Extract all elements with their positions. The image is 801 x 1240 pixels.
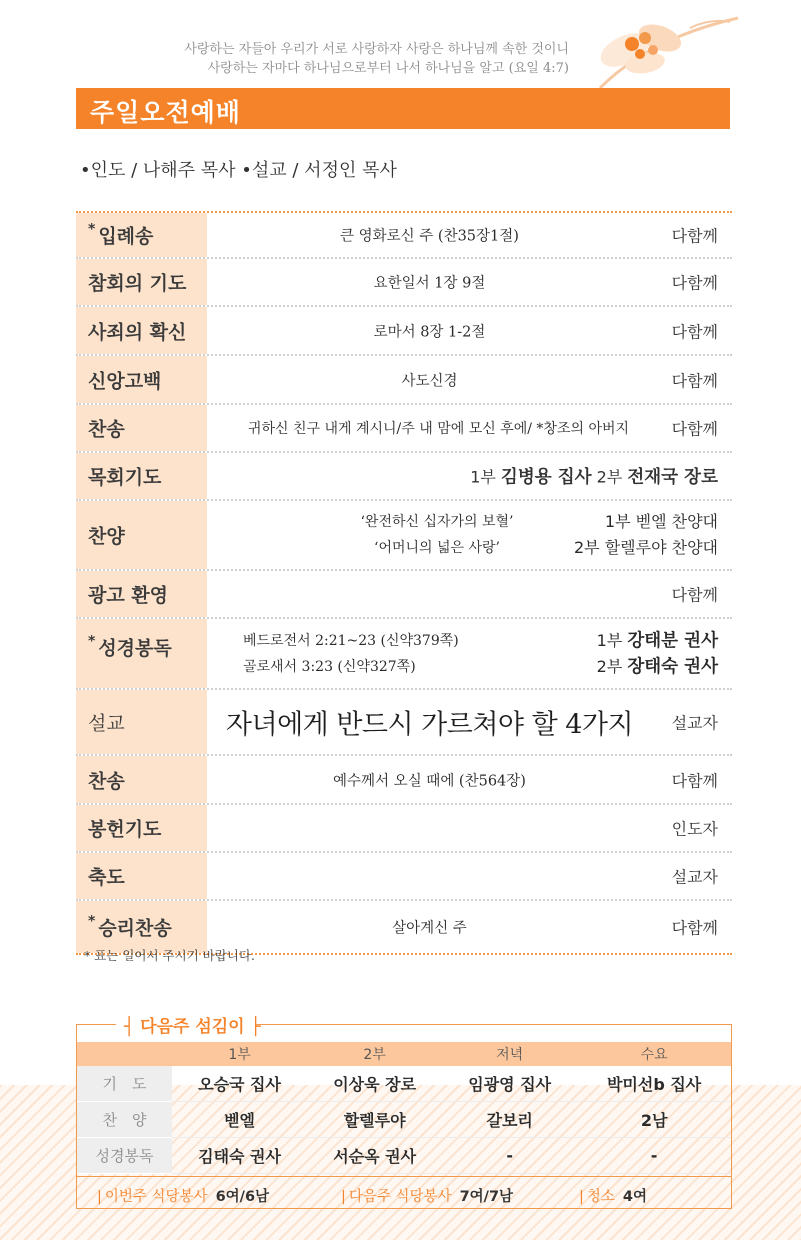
order-row xyxy=(76,805,732,853)
scripture-readers: 1부 강태분 권사 2부 장태숙 권사 xyxy=(596,630,718,677)
order-participant: 설교자 xyxy=(671,713,718,733)
order-label xyxy=(76,453,207,499)
order-participant: 다함께 xyxy=(671,322,718,341)
column-header: 2부 xyxy=(307,1042,442,1066)
table-cell: 서순옥 권사 xyxy=(307,1138,442,1174)
table-cell: 2남 xyxy=(577,1102,731,1138)
flower-decoration-icon xyxy=(590,8,740,92)
table-row xyxy=(77,1138,731,1174)
order-label-text: 설교 xyxy=(88,712,125,735)
column-header xyxy=(77,1042,172,1066)
order-of-worship xyxy=(76,211,732,955)
order-label-text: 사죄의 확신 xyxy=(88,321,187,343)
meal-service-bar xyxy=(77,1176,731,1209)
order-row xyxy=(76,619,732,690)
order-label-text: 참회의 기도 xyxy=(88,272,187,295)
order-row xyxy=(76,213,732,259)
servers-header-row xyxy=(77,1042,731,1066)
table-cell: 임광영 집사 xyxy=(442,1066,577,1102)
order-label-text: 찬양 xyxy=(88,525,125,548)
order-participant: 다함께 xyxy=(671,273,718,293)
order-label-text: 입례송 xyxy=(98,225,154,248)
meal-service-this-week: | 이번주 식당봉사 6여/6남 xyxy=(97,1189,270,1205)
table-row xyxy=(77,1102,731,1138)
order-label-text: 목회기도 xyxy=(88,466,162,489)
order-row xyxy=(76,356,732,405)
standing-mark: * xyxy=(88,221,96,238)
order-participant: 다함께 xyxy=(671,585,718,605)
order-label-text: 신앙고백 xyxy=(88,370,162,392)
bible-verse xyxy=(184,40,569,78)
column-header: 1부 xyxy=(172,1042,307,1066)
order-row xyxy=(76,571,732,619)
order-label xyxy=(76,259,207,305)
order-label xyxy=(76,356,207,403)
order-participant: 다함께 xyxy=(671,918,718,938)
verse-line-1: 사랑하는 자들아 우리가 서로 사랑하자 사랑은 하나님께 속한 것이니 xyxy=(184,42,569,57)
table-cell: 오승국 집사 xyxy=(172,1066,307,1102)
order-content: 요한일서 1장 9절 xyxy=(373,275,486,292)
cleaning-duty: | 청소 4여 xyxy=(579,1189,648,1205)
standing-mark: * xyxy=(88,913,96,930)
standing-note: * 표는 일어서 주시기 바랍니다. xyxy=(84,948,256,963)
servers-table xyxy=(77,1042,731,1174)
order-label xyxy=(76,213,207,257)
meal-service-next-week: | 다음주 식당봉사 7여/7남 xyxy=(341,1189,514,1205)
next-week-servers-title: ┤ 다음주 섬김이 ├ xyxy=(116,1012,269,1037)
order-label-text: 축도 xyxy=(88,866,125,889)
order-row xyxy=(76,453,732,501)
column-header: 수요 xyxy=(577,1042,731,1066)
order-label xyxy=(76,571,207,617)
order-label xyxy=(76,690,207,754)
table-cell: 할렐루야 xyxy=(307,1102,442,1138)
order-row xyxy=(76,405,732,453)
order-label xyxy=(76,619,207,688)
order-row xyxy=(76,259,732,307)
order-participant: 다함께 xyxy=(671,771,718,790)
row-role: 기 도 xyxy=(77,1066,172,1102)
verse-line-2: 사랑하는 자마다 하나님으로부터 나서 하나님을 알고 (요일 4:7) xyxy=(207,61,569,76)
column-header: 저녁 xyxy=(442,1042,577,1066)
service-title: 주일오전예배 xyxy=(90,98,241,127)
anthem-titles: ‘완전하신 십자가의 보혈’ ‘어머니의 넓은 사랑’ xyxy=(360,514,514,556)
order-content: 살아계신 주 xyxy=(392,920,467,937)
row-role: 성경봉독 xyxy=(77,1138,172,1174)
order-label xyxy=(76,756,207,803)
scripture-readings: 베드로전서 2:21~23 (신약379쪽) 골로새서 3:23 (신약327쪽) xyxy=(243,632,459,675)
table-cell: - xyxy=(442,1138,577,1174)
table-row xyxy=(77,1066,731,1102)
table-cell: 박미선b 집사 xyxy=(577,1066,731,1102)
order-label-text: 찬송 xyxy=(88,418,125,441)
standing-mark: * xyxy=(88,633,96,650)
next-week-servers-box xyxy=(76,1024,732,1209)
table-cell: 벧엘 xyxy=(172,1102,307,1138)
order-content: 예수께서 오실 때에 (찬564장) xyxy=(333,773,526,789)
service-title-bar xyxy=(76,88,730,129)
sermon-title: 자녀에게 반드시 가르쳐야 할 4가지 xyxy=(225,709,634,741)
order-content: 큰 영화로신 주 (찬35장1절) xyxy=(340,228,519,245)
order-label-text: 성경봉독 xyxy=(98,637,172,660)
row-role: 찬 양 xyxy=(77,1102,172,1138)
order-label xyxy=(76,853,207,899)
table-cell: - xyxy=(577,1138,731,1174)
order-label xyxy=(76,805,207,851)
order-row xyxy=(76,501,732,571)
pastoral-prayer-leaders: 1부 김병용 집사 2부 전재국 장로 xyxy=(470,467,718,488)
order-row xyxy=(76,690,732,756)
order-row xyxy=(76,307,732,356)
order-label-text: 광고 환영 xyxy=(88,584,169,607)
order-participant: 다함께 xyxy=(671,226,718,246)
choirs: 1부 벧엘 찬양대 2부 할렐루야 찬양대 xyxy=(573,512,718,557)
order-label xyxy=(76,307,207,354)
table-cell: 갈보리 xyxy=(442,1102,577,1138)
order-row xyxy=(76,853,732,901)
table-cell: 이상욱 장로 xyxy=(307,1066,442,1102)
order-content: 로마서 8장 1-2절 xyxy=(373,324,486,340)
order-content: 사도신경 xyxy=(401,373,458,389)
order-content: 귀하신 친구 내게 계시니/주 내 맘에 모신 후에/ *창조의 아버지 xyxy=(247,421,630,437)
order-label-text: 봉헌기도 xyxy=(88,818,162,841)
order-participant: 인도자 xyxy=(671,819,718,839)
order-participant: 다함께 xyxy=(671,419,718,439)
order-label xyxy=(76,501,207,569)
order-label xyxy=(76,405,207,451)
order-label-text: 찬송 xyxy=(88,770,125,792)
table-cell: 김태숙 권사 xyxy=(172,1138,307,1174)
order-participant: 다함께 xyxy=(671,371,718,390)
order-row xyxy=(76,756,732,805)
order-label-text: 승리찬송 xyxy=(98,917,172,940)
service-leaders: •인도 / 나해주 목사 •설교 / 서정인 목사 xyxy=(80,160,397,181)
order-participant: 설교자 xyxy=(671,867,718,887)
